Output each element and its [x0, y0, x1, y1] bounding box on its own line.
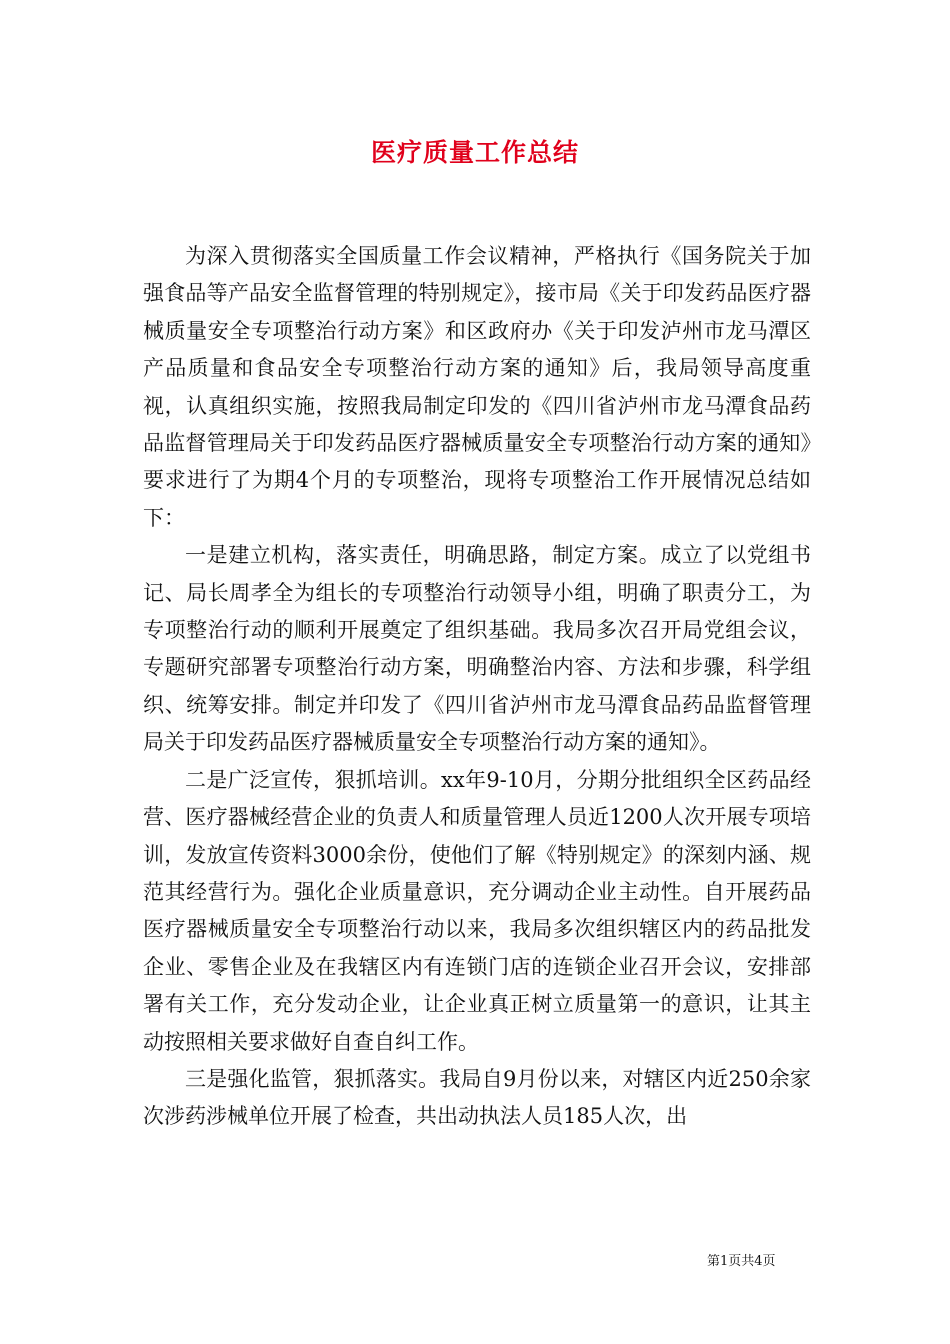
paragraph-3: 三是强化监管，狠抓落实。我局自9月份以来，对辖区内近250余家次涉药涉械单位开展了检查，共出动执法人员185人次，出: [143, 1066, 811, 1129]
paragraph-intro: 为深入贯彻落实全国质量工作会议精神，严格执行《国务院关于加强食品等产品安全监督管理的特别规定》，接市局《关于印发药品医疗器械质量安全专项整治行动方案》和区政府办《关于印发泸州市龙马潭区产品质量和食品安全专项整治行动方案的通知》后，我局领导高度重视，认真组织实施，按照我局制定印发的《四川省泸州市龙马潭食品药品监督管理局关于印发药品医疗器械质量安全专项整治行动方案的通知》要求进行了为期4个月的专项整治，现将专项整治工作开展情况总结如下：: [143, 244, 811, 530]
document-body: [143, 238, 811, 1136]
document-title: 医疗质量工作总结: [370, 138, 579, 167]
paragraph-2: 二是广泛宣传，狠抓培训。xx年9-10月，分期分批组织全区药品经营、医疗器械经营企业的负责人和质量管理人员近1200人次开展专项培训，发放宣传资料3000余份，使他们了解《特别规定》的深刻内涵、规范其经营行为。强化企业质量意识，充分调动企业主动性。自开展药品医疗器械质量安全专项整治行动以来，我局多次组织辖区内的药品批发企业、零售企业及在我辖区内有连锁门店的连锁企业召开会议，安排部署有关工作，充分发动企业，让企业真正树立质量第一的意识，让其主动按照相关要求做好自查自纠工作。: [143, 767, 811, 1054]
page-number: 第1页共4页: [707, 1254, 776, 1269]
paragraph-1: 一是建立机构，落实责任，明确思路，制定方案。成立了以党组书记、局长周孝全为组长的专项整治行动领导小组，明确了职责分工，为专项整治行动的顺利开展奠定了组织基础。我局多次召开局党组会议，专题研究部署专项整治行动方案，明确整治内容、方法和步骤，科学组织、统筹安排。制定并印发了《四川省泸州市龙马潭食品药品监督管理局关于印发药品医疗器械质量安全专项整治行动方案的通知》。: [143, 543, 811, 755]
